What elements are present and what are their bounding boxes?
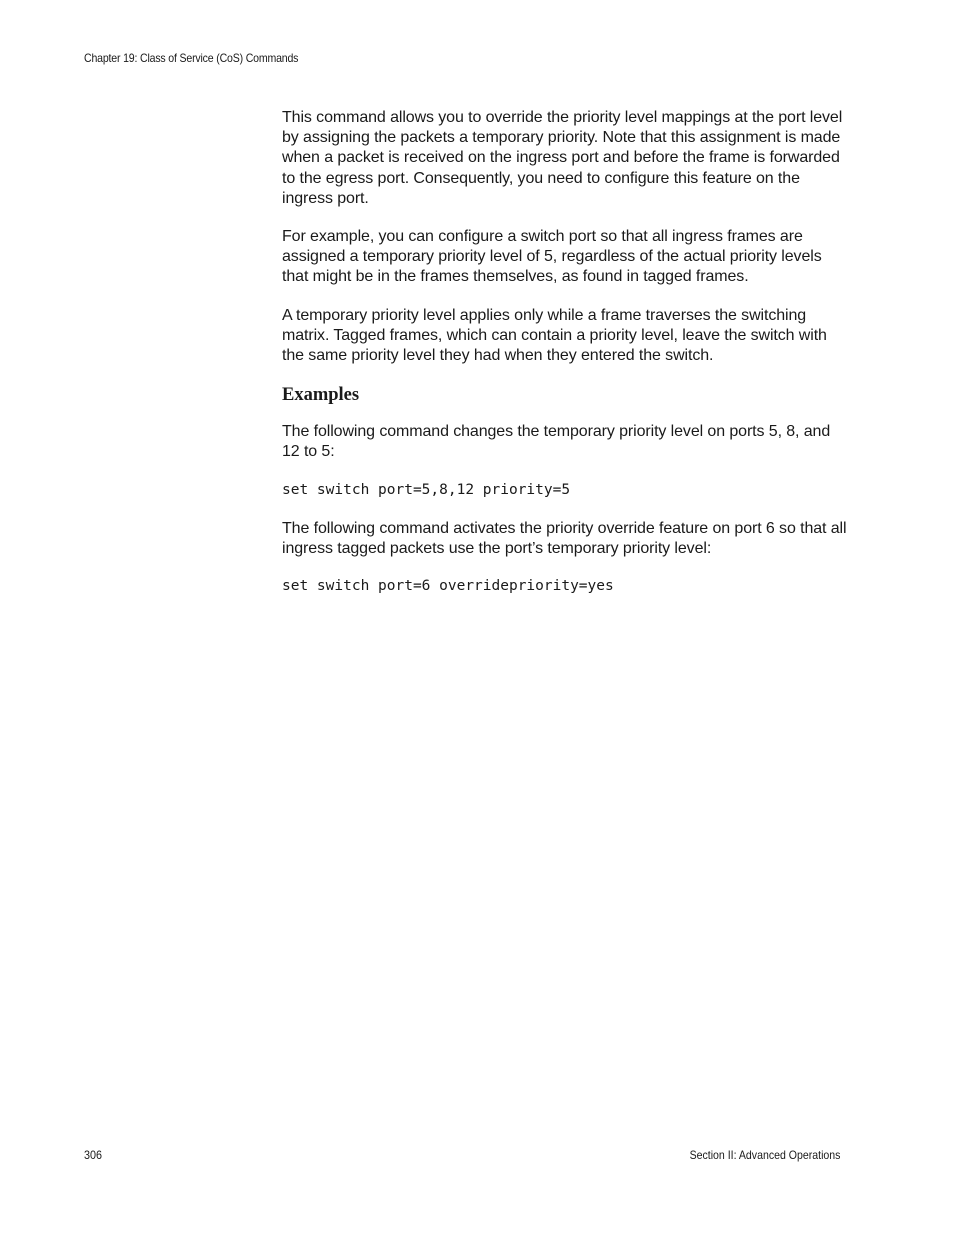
example-2-code: set switch port=6 overridepriority=yes [282, 578, 614, 595]
example-1-code: set switch port=5,8,12 priority=5 [282, 481, 571, 498]
paragraph-example-description: For example, you can configure a switch port so that all ingress frames are assigned a temporary priority level of 5, regardless of the actual priority levels that might be in the frames themselves, as found in tagged frames. [282, 228, 822, 286]
running-header-chapter: Chapter 19: Class of Service (CoS) Commands [84, 51, 299, 65]
examples-heading: Examples [282, 385, 360, 406]
paragraph-intro: This command allows you to override the priority level mappings at the port level by assigning the packets a temporary priority. Note that this assignment is made when a packet is received on the ingress port and before the frame is forwarded to the egress port. Consequently, you need to configure this feature on the ingress port. [282, 109, 843, 207]
page-number: 306 [84, 1148, 103, 1162]
main-content [282, 108, 852, 615]
paragraph-temporary-priority: A temporary priority level applies only while a frame traverses the switching matrix. Tagged frames, which can contain a priority level, leave the switch with the same priority level they had when they entered the switch. [282, 306, 827, 365]
example-2-text: The following command activates the priority override feature on port 6 so that all ingress tagged packets use the port’s temporary priority level: [282, 519, 847, 557]
running-footer-section: Section II: Advanced Operations [689, 1148, 840, 1162]
example-1-text: The following command changes the temporary priority level on ports 5, 8, and 12 to 5: [282, 423, 831, 461]
